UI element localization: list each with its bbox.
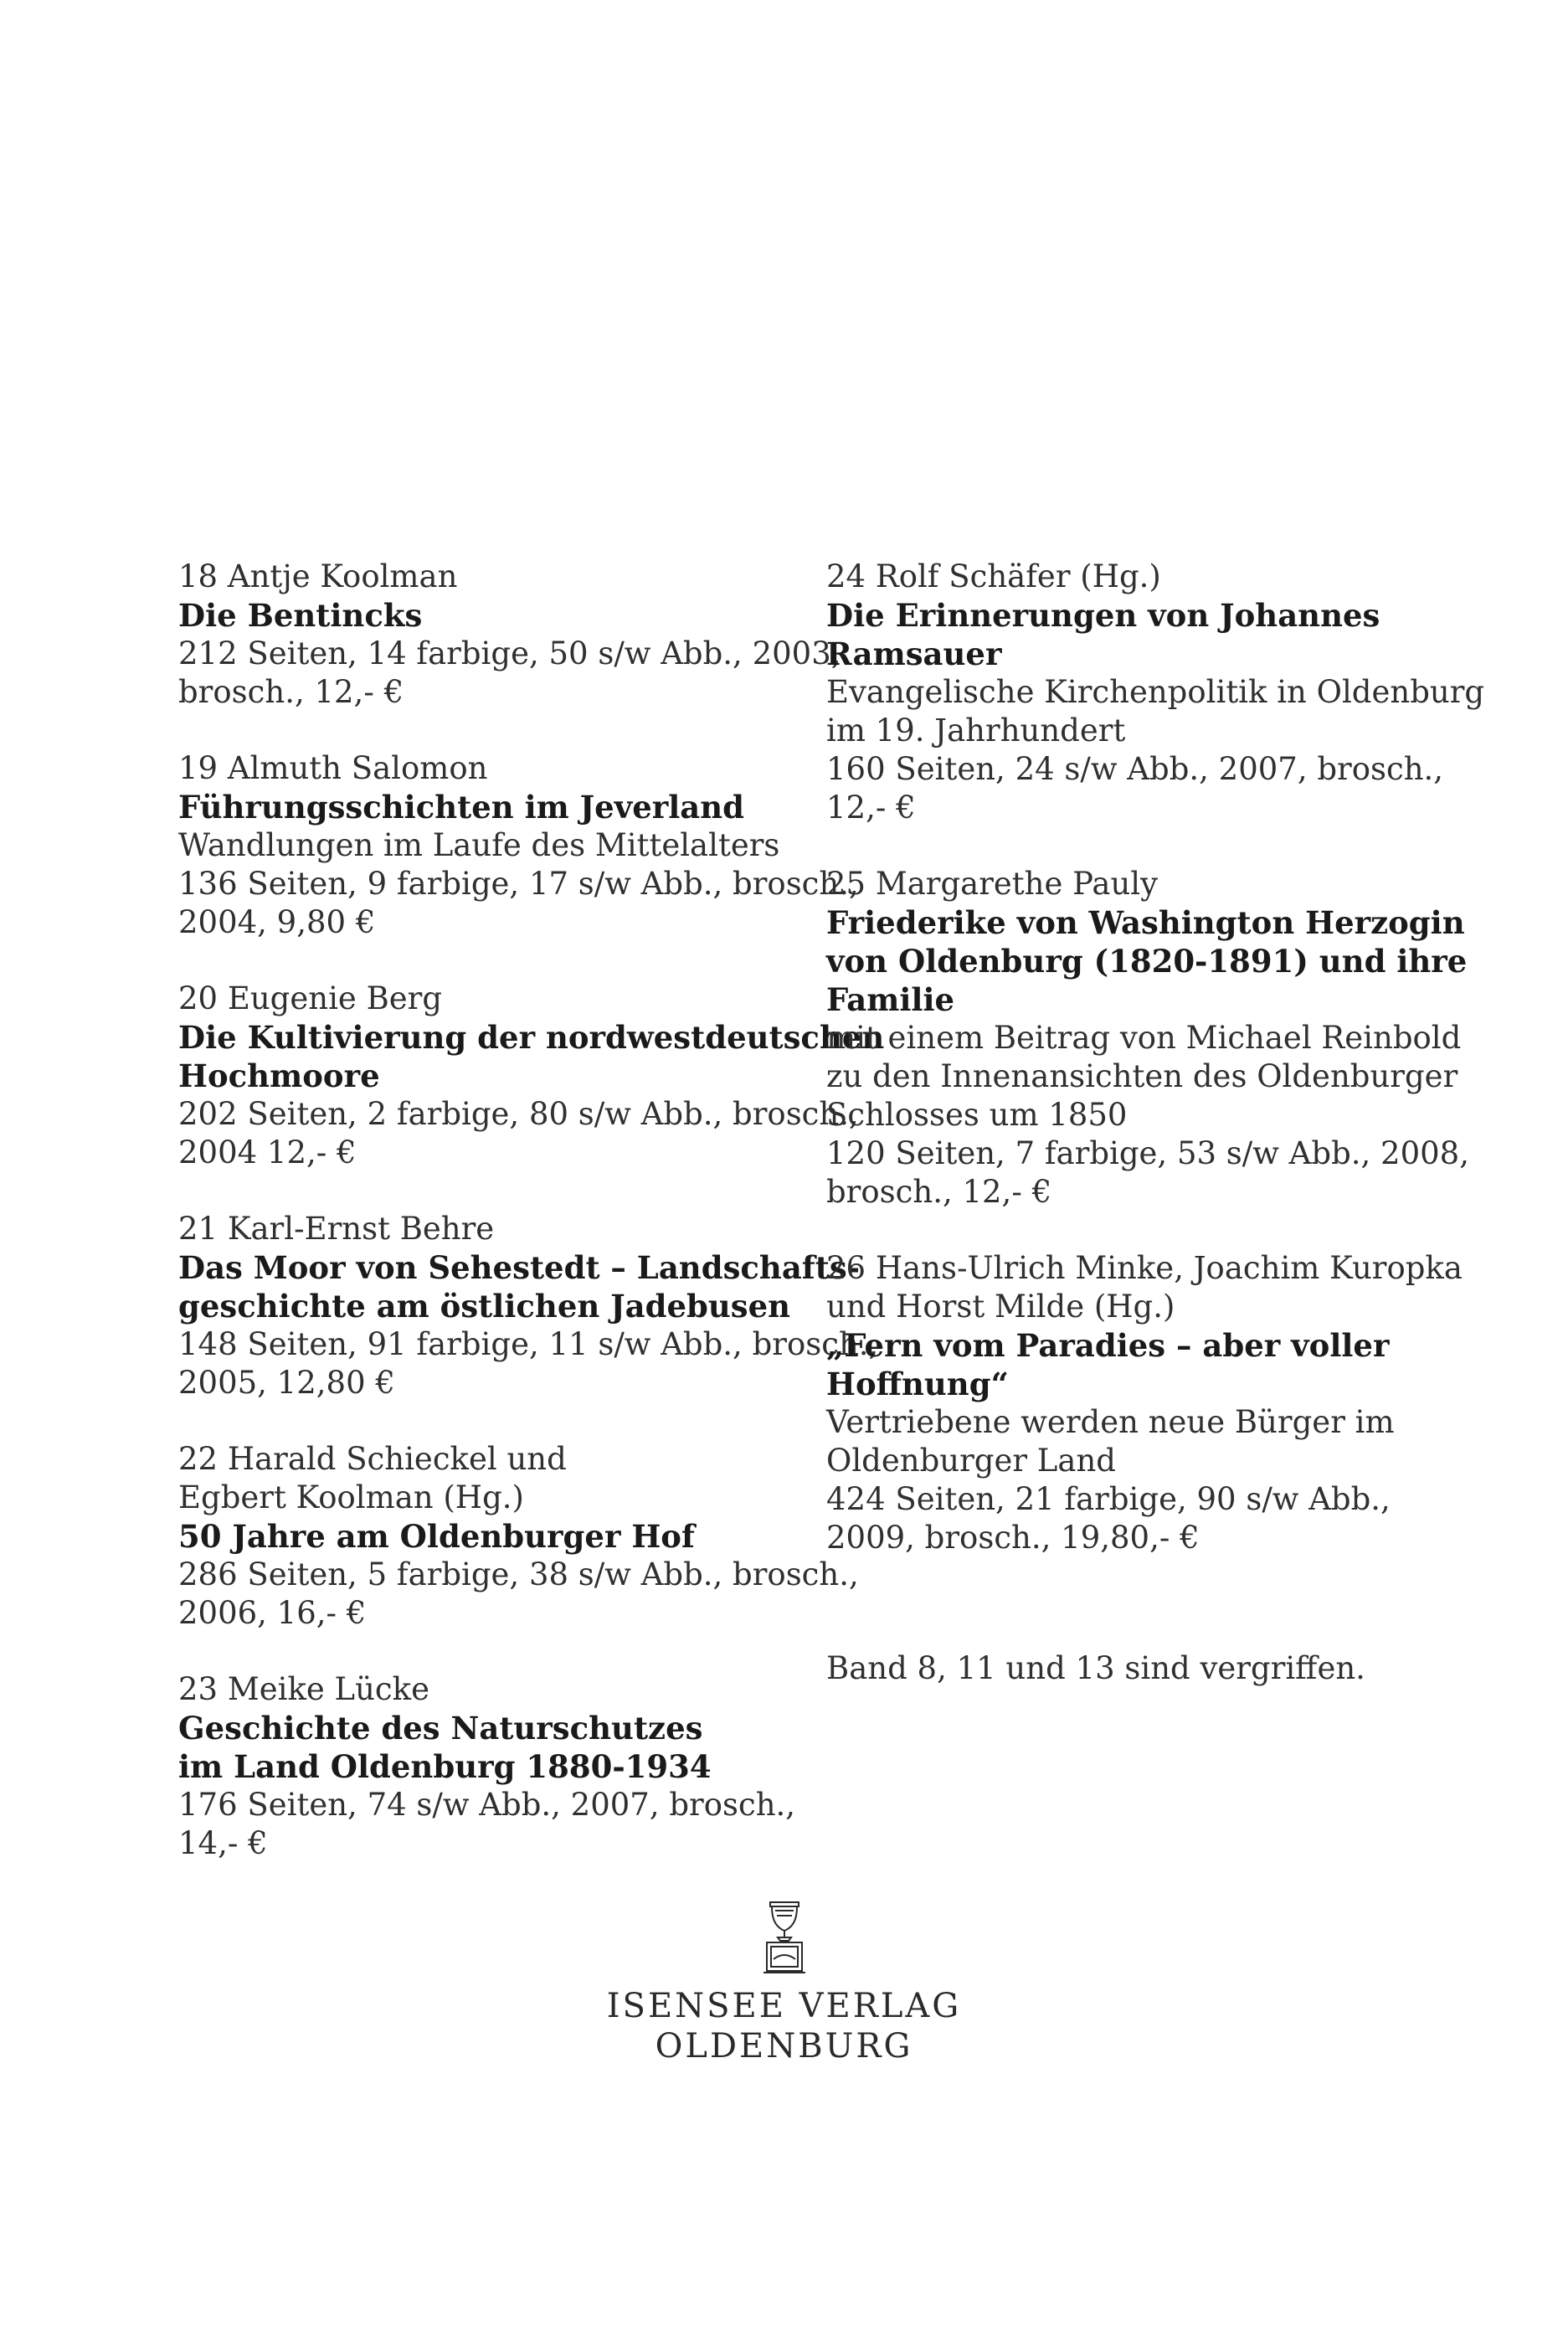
book-info-line: 19 Almuth Salomon — [178, 750, 488, 786]
book-entry — [826, 558, 1513, 827]
book-info-line: 18 Antje Koolman — [178, 558, 458, 594]
book-info-line: 2006, 16,- € — [178, 1595, 367, 1631]
book-title-line: Familie — [826, 981, 955, 1018]
book-info-line: 22 Harald Schieckel und — [178, 1441, 567, 1477]
book-entry — [826, 1249, 1513, 1557]
book-info-line: 23 Meike Lücke — [178, 1671, 429, 1707]
out-of-print-note: Band 8, 11 und 13 sind vergriffen. — [826, 1650, 1365, 1686]
book-info-line: Schlosses um 1850 — [826, 1097, 1128, 1133]
book-title-line: Führungsschichten im Jeverland — [178, 789, 745, 826]
book-info-line: 25 Margarethe Pauly — [826, 866, 1159, 902]
book-info-line: 12,- € — [826, 790, 916, 826]
book-info-line: 2004, 9,80 € — [178, 904, 376, 940]
book-title-line: Geschichte des Naturschutzes — [178, 1710, 703, 1747]
book-info-line: mit einem Beitrag von Michael Reinbold — [826, 1020, 1462, 1056]
book-info-line: 2004 12,- € — [178, 1134, 357, 1170]
book-info-line: im 19. Jahrhundert — [826, 713, 1126, 749]
book-entry — [178, 1440, 865, 1633]
book-entry — [178, 1210, 879, 1402]
book-title-line: Hoffnung“ — [826, 1366, 1009, 1402]
book-info-line: 2005, 12,80 € — [178, 1365, 395, 1401]
book-info-line: 14,- € — [178, 1825, 268, 1861]
book-info-line: 26 Hans-Ulrich Minke, Joachim Kuropka — [826, 1250, 1463, 1286]
book-info-line: und Horst Milde (Hg.) — [826, 1289, 1175, 1325]
urn-on-pedestal-logo-icon — [755, 1901, 814, 1976]
book-entry — [178, 1670, 865, 1863]
book-title-line: geschichte am östlichen Jadebusen — [178, 1288, 791, 1325]
book-info-line: brosch., 12,- € — [178, 674, 404, 710]
right-column — [826, 558, 1513, 1688]
book-info-line: 24 Rolf Schäfer (Hg.) — [826, 558, 1161, 594]
book-info-line: brosch., 12,- € — [826, 1174, 1052, 1210]
book-info-line: 120 Seiten, 7 farbige, 53 s/w Abb., 2008, — [826, 1135, 1469, 1171]
book-info-line: 2009, brosch., 19,80,- € — [826, 1520, 1200, 1556]
left-column — [178, 558, 885, 1901]
book-info-line: 286 Seiten, 5 farbige, 38 s/w Abb., brosch., — [178, 1556, 859, 1592]
book-title-line: Friederike von Washington Herzogin — [826, 904, 1465, 941]
book-entry — [178, 558, 865, 712]
book-title-line: im Land Oldenburg 1880-1934 — [178, 1748, 712, 1785]
book-info-line: 136 Seiten, 9 farbige, 17 s/w Abb., brosch., — [178, 866, 859, 902]
book-info-line: 202 Seiten, 2 farbige, 80 s/w Abb., brosch., — [178, 1096, 859, 1132]
book-info-line: 20 Eugenie Berg — [178, 980, 443, 1016]
book-title-line: Ramsauer — [826, 635, 1002, 672]
book-info-line: Wandlungen im Laufe des Mittelalters — [178, 827, 780, 863]
publisher-name: ISENSEE VERLAG — [606, 1987, 962, 2025]
book-title-line: Die Erinnerungen von Johannes — [826, 597, 1380, 634]
book-info-line: 212 Seiten, 14 farbige, 50 s/w Abb., 2003, — [178, 635, 841, 671]
publisher-city: OLDENBURG — [655, 2027, 913, 2066]
book-info-line: 424 Seiten, 21 farbige, 90 s/w Abb., — [826, 1481, 1391, 1517]
book-info-line: Vertriebene werden neue Bürger im — [826, 1404, 1395, 1440]
book-info-line: 176 Seiten, 74 s/w Abb., 2007, brosch., — [178, 1787, 796, 1823]
book-title-line: „Fern vom Paradies – aber voller — [826, 1327, 1390, 1364]
book-title-line: Die Kultivierung der nordwestdeutschen — [178, 1019, 885, 1056]
book-entry — [178, 980, 885, 1172]
book-info-line: zu den Innenansichten des Oldenburger — [826, 1058, 1458, 1094]
book-title-line: Die Bentincks — [178, 597, 423, 634]
book-info-line: 160 Seiten, 24 s/w Abb., 2007, brosch., — [826, 751, 1444, 787]
book-title-line: 50 Jahre am Oldenburger Hof — [178, 1518, 695, 1555]
book-info-line: Evangelische Kirchenpolitik in Oldenburg — [826, 674, 1485, 710]
publisher-colophon — [0, 1901, 1568, 2066]
book-info-line: Egbert Koolman (Hg.) — [178, 1479, 524, 1515]
right-entries — [826, 558, 1513, 1557]
book-title-line: Das Moor von Sehestedt – Landschafts- — [178, 1249, 860, 1286]
book-entry — [178, 749, 865, 942]
book-info-line: 148 Seiten, 91 farbige, 11 s/w Abb., brosch., — [178, 1326, 879, 1362]
book-info-line: Oldenburger Land — [826, 1443, 1116, 1479]
book-info-line: 21 Karl-Ernst Behre — [178, 1211, 495, 1247]
book-entry — [826, 865, 1513, 1212]
book-title-line: von Oldenburg (1820-1891) und ihre — [826, 943, 1468, 980]
book-title-line: Hochmoore — [178, 1057, 380, 1094]
